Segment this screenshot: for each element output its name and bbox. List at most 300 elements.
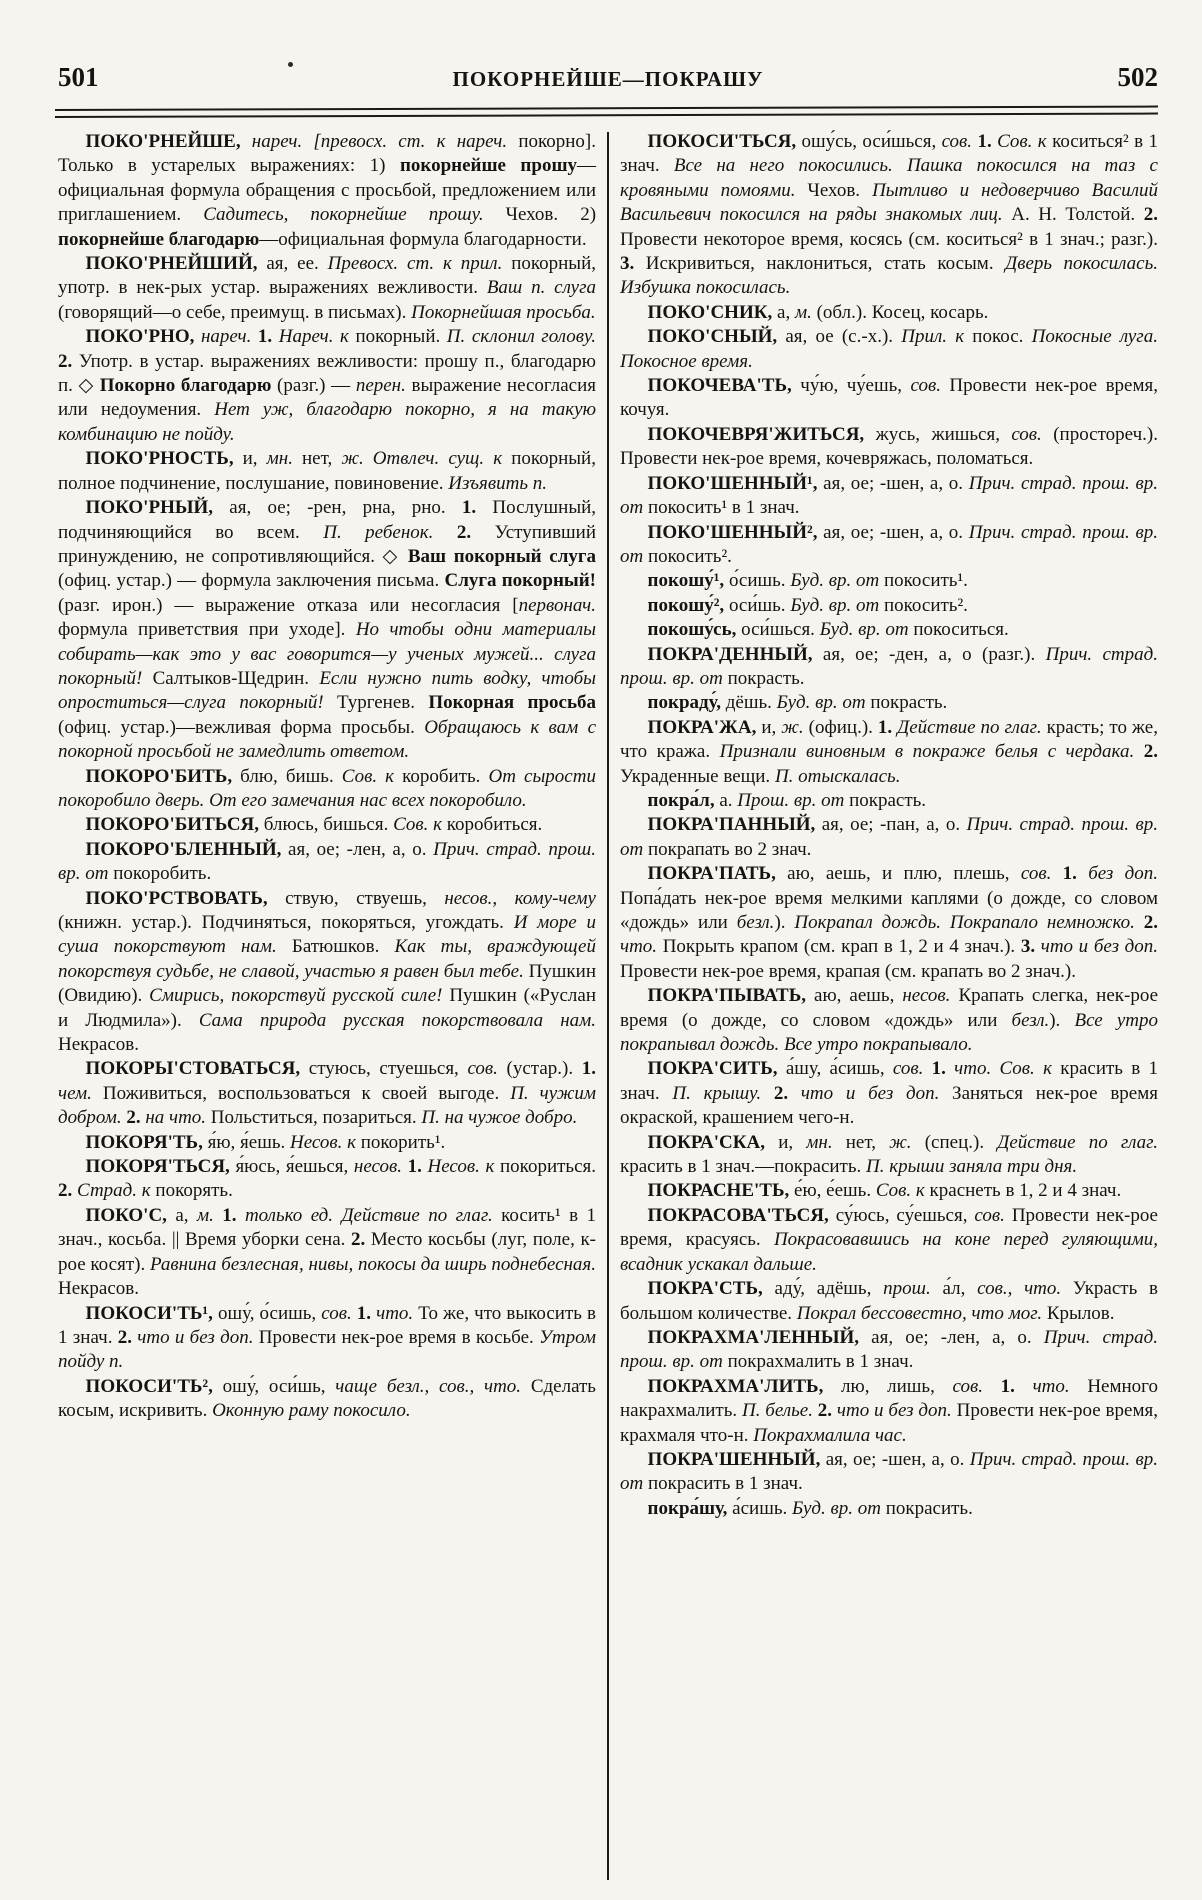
entry-text-segment: 2. xyxy=(456,521,495,543)
entry-text-segment: дёшь. xyxy=(725,692,777,714)
dictionary-entry xyxy=(620,472,1158,521)
entry-text-segment: сов. xyxy=(952,1375,1001,1397)
entry-text-segment: Покрасовавшись на коне перед гуляющими, всадник ускакал дальше. xyxy=(620,1229,1158,1275)
entry-text-segment: (офиц. устар.)—вежливая форма просьбы. xyxy=(58,716,425,738)
entry-text-segment: 1. xyxy=(356,1302,377,1324)
entry-text-segment: 1. xyxy=(931,1058,955,1080)
page-number-left: 501 xyxy=(58,62,99,92)
entry-text-segment: ПОКО'РСТВОВАТЬ, xyxy=(85,887,286,909)
entry-text-segment: что и без доп. xyxy=(800,1082,953,1104)
entry-text-segment: жусь, жишься, xyxy=(875,423,1012,445)
entry-text-segment: ая, ое; -ден, а, о (разг.). xyxy=(822,643,1046,665)
entry-text-segment: Прич. страд. прош. вр. от xyxy=(58,838,596,885)
entry-text-segment: ПОКОСИ'ТЬСЯ, xyxy=(647,131,802,152)
entry-text-segment: чу́ю, чу́ешь, xyxy=(800,375,911,397)
entry-text-segment: покоробить. xyxy=(113,863,212,885)
entry-text-segment: Пытливо и недоверчиво Василий Васильевич покосился на ряды знакомых лиц. xyxy=(620,179,1158,226)
entry-text-segment: 2. xyxy=(817,1400,837,1422)
entry-text-segment: ПОКО'ШЕННЫЙ², xyxy=(647,521,824,543)
entry-text-segment: Буд. вр. от xyxy=(792,1497,886,1519)
entry-text-segment: Несов. к xyxy=(290,1131,361,1153)
entry-text-segment: Покрал бессовестно, что мог. xyxy=(796,1302,1047,1324)
entry-text-segment: сов. xyxy=(1011,423,1054,445)
entry-text-segment: Прич. страд. прош. вр. от xyxy=(620,643,1158,689)
entry-text-segment: покрасить. xyxy=(885,1497,973,1519)
entry-text-segment: Прош. вр. от xyxy=(737,789,850,811)
entry-text-segment: коробиться. xyxy=(446,814,543,836)
entry-text-segment: Провести некоторое время, косясь (см. коситься² в 1 знач.; разг.). xyxy=(620,228,1158,250)
dictionary-entry xyxy=(620,1375,1158,1448)
entry-text-segment: ПОКОРО'БИТЬ, xyxy=(85,765,241,787)
entry-text-segment: ПОКО'ШЕННЫЙ¹, xyxy=(647,472,824,494)
entry-text-segment: о́сишь. xyxy=(728,570,791,592)
entry-text-segment: стуюсь, стуешься, xyxy=(308,1058,468,1080)
entry-text-segment: Изъявить п. xyxy=(448,472,547,494)
entry-text-segment: Нареч. к xyxy=(278,326,356,348)
entry-text-segment: Салтыков-Щедрин. xyxy=(152,667,320,689)
entry-text-segment: покра́л, xyxy=(647,789,720,811)
entry-text-segment: покошу́², xyxy=(647,594,729,616)
entry-text-segment: покрасть. xyxy=(727,667,805,689)
entry-text-segment: 3. xyxy=(1020,936,1041,958)
entry-text-segment: (обл.). Косец, косарь. xyxy=(816,301,989,323)
entry-text-segment: (разг.) — xyxy=(277,375,356,397)
entry-text-segment: косить¹ в 1 знач., косьба. || Время уборки сена. xyxy=(58,1204,596,1251)
entry-text-segment: и, xyxy=(778,1131,807,1153)
entry-text-segment: П. склонил голову. xyxy=(446,326,596,348)
entry-text-segment: ПОКРАХМА'ЛЕННЫЙ, xyxy=(647,1326,872,1348)
entry-text-segment: несов. xyxy=(353,1156,408,1178)
entry-text-segment: То же, что выкосить в 1 знач. xyxy=(58,1302,596,1348)
entry-text-segment: 2. xyxy=(58,350,79,372)
text-columns xyxy=(58,130,1162,1880)
entry-text-segment: нет, xyxy=(302,448,342,470)
entry-text-segment: сов. xyxy=(1020,863,1063,885)
entry-text-segment: что и без доп. xyxy=(836,1400,957,1422)
entry-text-segment: 2. xyxy=(58,1180,77,1202)
entry-text-segment: Нет уж, благодарю покорно, я на такую комбинацию не пойду. xyxy=(58,399,596,445)
entry-text-segment: ПОКРА'ПАТЬ, xyxy=(647,863,788,885)
entry-text-segment: ). xyxy=(774,912,795,933)
entry-text-segment: Если нужно пить водку, чтобы опроститься—слуга покорный! xyxy=(58,667,596,714)
entry-text-segment: коробить. xyxy=(402,765,489,787)
entry-text-segment: Действие по глаг. xyxy=(897,716,1047,738)
entry-text-segment: (говорящий—о себе, преимущ. в письмах). xyxy=(58,301,412,323)
entry-text-segment: ПОКРА'СТЬ, xyxy=(647,1278,775,1300)
entry-text-segment: Прил. к xyxy=(901,326,973,348)
dictionary-entry xyxy=(58,447,596,496)
entry-text-segment: Прич. страд. прош. вр. от xyxy=(620,472,1159,519)
entry-text-segment: су́юсь, су́ешься, xyxy=(835,1204,975,1226)
dictionary-entry xyxy=(620,521,1158,570)
entry-text-segment: Ваш п. слуга xyxy=(486,277,596,299)
entry-text-segment: П. чужим добром. xyxy=(58,1082,596,1129)
entry-text-segment: От сырости покоробило дверь. От его замечания нас всех покоробило. xyxy=(58,765,596,811)
entry-text-segment: ПОКОРО'БИТЬСЯ, xyxy=(85,814,264,836)
entry-text-segment: ПОКО'СНИК, xyxy=(647,301,778,323)
entry-text-segment: Буд. вр. от xyxy=(819,619,914,641)
entry-text-segment: Буд. вр. от xyxy=(776,692,871,714)
entry-text-segment: Буд. вр. от xyxy=(790,594,884,616)
dictionary-entry xyxy=(620,862,1158,984)
dictionary-entry xyxy=(620,374,1158,423)
entry-text-segment: Крылов. xyxy=(1046,1302,1115,1324)
dictionary-entry xyxy=(620,1448,1158,1497)
entry-text-segment: ). xyxy=(1049,1009,1075,1031)
entry-text-segment: Равнина безлесная, нивы, покосы да ширь поднебесная. xyxy=(149,1253,597,1275)
entry-text-segment: ая, ое; -рен, рна, рно. xyxy=(229,497,462,519)
entry-text-segment: оси́шься. xyxy=(741,619,820,641)
entry-text-segment: на что. xyxy=(145,1107,211,1129)
entry-text-segment: ошу́сь, оси́шься, xyxy=(801,131,942,152)
entry-text-segment: Провести нек-рое время, кочуя. xyxy=(620,375,1158,421)
entry-text-segment: Смирись, покорствуй русской силе! xyxy=(149,985,450,1007)
entry-text-segment: а, xyxy=(175,1204,197,1226)
entry-text-segment: красть; то же, что кража. xyxy=(620,716,1158,763)
entry-text-segment: Покосные луга. Покосное время. xyxy=(620,326,1158,372)
dictionary-entry xyxy=(58,813,596,837)
entry-text-segment: оси́шь. xyxy=(728,594,791,616)
entry-text-segment: покрасть. xyxy=(849,789,927,811)
entry-text-segment: 1. xyxy=(877,716,898,738)
entry-text-segment: м. xyxy=(196,1204,223,1226)
entry-text-segment: (простореч.). Провести нек-рое время, кочевряжась, поломаться. xyxy=(620,423,1158,470)
entry-text-segment: блю, бишь. xyxy=(240,765,342,787)
entry-text-segment: ая, ое; -шен, а, о. xyxy=(823,472,969,494)
entry-text-segment: ПОКО'РНОСТЬ, xyxy=(85,448,243,470)
entry-text-segment: Батюшков. xyxy=(291,936,395,958)
entry-text-segment: сов. xyxy=(941,131,978,152)
dictionary-entry xyxy=(58,1155,596,1204)
entry-text-segment: Чехов. xyxy=(807,179,873,201)
entry-text-segment: ПОКОСИ'ТЬ², xyxy=(85,1375,223,1397)
entry-text-segment: Прич. страд. прош. вр. от xyxy=(620,1326,1158,1373)
entry-text-segment: П. отыскалась. xyxy=(774,765,901,787)
entry-text-segment: красить в 1 знач. xyxy=(620,1058,1158,1104)
dictionary-entry xyxy=(620,1277,1158,1326)
dictionary-entry xyxy=(620,1179,1158,1203)
entry-text-segment: Покрахмалила час. xyxy=(753,1424,907,1446)
entry-text-segment: покорнейше благодарю xyxy=(58,228,260,250)
dictionary-entry xyxy=(620,691,1158,715)
entry-text-segment: выражение несогласия или недоумения. xyxy=(58,375,597,421)
entry-text-segment: 2. xyxy=(773,1082,801,1104)
entry-text-segment: Прич. страд. прош. вр. от xyxy=(620,1448,1158,1495)
entry-text-segment: что и без доп. xyxy=(137,1326,259,1348)
entry-text-segment: аю, аешь, xyxy=(814,985,903,1007)
entry-text-segment: Пушкин («Руслан и Людмила»). xyxy=(58,985,597,1031)
entry-text-segment: П. белье. xyxy=(741,1400,818,1422)
dictionary-entry xyxy=(620,813,1158,862)
entry-text-segment: Обращаюсь к вам с покорной просьбой не замедлить ответом. xyxy=(58,716,597,763)
entry-text-segment: покосить¹ в 1 знач. xyxy=(647,497,800,519)
entry-text-segment: ПОКРА'ДЕННЫЙ, xyxy=(647,643,823,665)
entry-text-segment: покорный. xyxy=(355,326,447,348)
entry-text-segment: 1. xyxy=(1062,863,1089,885)
entry-text-segment: ПОКОРЫ'СТОВАТЬСЯ, xyxy=(85,1058,309,1080)
entry-text-segment: мн. xyxy=(266,448,303,470)
entry-text-segment: покорный, употр. в нек-рых устар. выражениях вежливости. xyxy=(58,253,596,299)
entry-text-segment: покосить¹. xyxy=(884,570,968,592)
entry-text-segment: покорно]. Только в устарелых выражениях: 1) xyxy=(58,131,597,177)
entry-text-segment: блюсь, бишься. xyxy=(263,814,394,836)
header-rule-bottom xyxy=(55,113,1158,118)
entry-text-segment: только ед. Действие по глаг. xyxy=(244,1204,502,1226)
entry-text-segment: аю, аешь, и плю, плешь, xyxy=(787,863,1021,885)
entry-text-segment: Прич. страд. прош. вр. от xyxy=(620,521,1159,567)
entry-text-segment: а́л, xyxy=(942,1278,978,1300)
entry-text-segment: Поживиться, воспользоваться к своей выгоде. xyxy=(102,1082,511,1104)
dictionary-entry xyxy=(58,130,596,252)
entry-text-segment: сов. xyxy=(974,1204,1012,1226)
entry-text-segment: Страд. к xyxy=(77,1180,156,1202)
entry-text-segment: Все на него покосились. Пашка покосился на таз с кровяными помоями. xyxy=(620,155,1158,201)
entry-text-segment: Сделать косым, искривить. xyxy=(58,1375,596,1422)
entry-text-segment: ж. xyxy=(781,716,809,738)
entry-text-segment: формула приветствия при уходе]. xyxy=(58,619,356,641)
entry-text-segment: Место косьбы (луг, поле, к-рое косят). xyxy=(58,1229,596,1275)
entry-text-segment: ПОКРА'ЖА, xyxy=(647,716,762,738)
dictionary-entry xyxy=(58,252,596,325)
entry-text-segment: ж. Отвлеч. сущ. к xyxy=(341,448,512,470)
dictionary-entry xyxy=(58,1057,596,1130)
entry-text-segment: Искривиться, наклониться, стать косым. xyxy=(645,253,1006,275)
entry-text-segment: ПОКО'СНЫЙ, xyxy=(647,326,786,348)
entry-text-segment: Все утро покрапывал дождь. Все утро покрапывало. xyxy=(620,1009,1158,1056)
entry-text-segment: 1. xyxy=(257,326,279,348)
entry-text-segment: Как ты, враждующей покорствуя судьбе, не славой, участью я равен был тебе. xyxy=(58,936,596,982)
entry-text-segment: П. ребенок. xyxy=(323,521,457,543)
entry-text-segment: ПОКРАСОВА'ТЬСЯ, xyxy=(647,1204,836,1226)
entry-text-segment: а. xyxy=(719,789,738,811)
entry-text-segment: 2. xyxy=(117,1326,138,1348)
entry-text-segment: ошу́, о́сишь, xyxy=(217,1302,322,1324)
entry-text-segment: покрахмалить в 1 знач. xyxy=(727,1351,914,1373)
entry-text-segment: 1. xyxy=(461,497,493,519)
entry-text-segment: нареч. xyxy=(200,326,258,348)
dictionary-entry xyxy=(58,1375,596,1424)
entry-text-segment: покорный, полное подчинение, послушание, повиновение. xyxy=(58,448,596,494)
entry-text-segment: Попа́дать нек-рое время мелкими каплями (о дожде, со словом «дождь» или xyxy=(620,887,1158,933)
entry-text-segment: Заняться нек-рое время окраской, крашением чего-н. xyxy=(620,1082,1158,1129)
entry-text-segment: что. xyxy=(620,936,663,958)
entry-text-segment: Сов. к xyxy=(997,131,1053,152)
entry-text-segment: покрапать во 2 знач. xyxy=(647,838,812,860)
entry-text-segment: Покрапал дождь. Покрапало немножко. xyxy=(794,912,1144,933)
dictionary-entry xyxy=(620,1057,1158,1130)
entry-text-segment: Провести нек-рое время, крахмаля что-н. xyxy=(620,1400,1158,1446)
entry-text-segment: Провести нек-рое время в косьбе. xyxy=(258,1326,540,1348)
entry-text-segment: ПОКО'РНЫЙ, xyxy=(85,497,230,519)
entry-text-segment: Ваш покорный слуга xyxy=(407,545,597,567)
entry-text-segment: 1. xyxy=(977,131,998,152)
entry-text-segment: ПОКОРЯ'ТЬСЯ, xyxy=(85,1156,236,1178)
entry-text-segment: ПОКРАСНЕ'ТЬ, xyxy=(647,1180,795,1202)
entry-text-segment: покошу́¹, xyxy=(647,570,729,592)
entry-text-segment: а́шу, а́сишь, xyxy=(785,1058,893,1080)
entry-text-segment: я́ю, я́ешь. xyxy=(207,1131,290,1153)
entry-text-segment: 2. xyxy=(351,1229,371,1251)
entry-text-segment: мн. xyxy=(806,1131,846,1153)
entry-text-segment: ПОКОРО'БЛЕННЫЙ, xyxy=(85,838,289,860)
dictionary-entry xyxy=(58,765,596,814)
entry-text-segment: 1. xyxy=(407,1156,428,1178)
entry-text-segment: ПОКРА'ШЕННЫЙ, xyxy=(647,1448,826,1470)
entry-text-segment: Несов. к xyxy=(427,1156,501,1178)
entry-text-segment: Оконную раму покосило. xyxy=(212,1400,411,1422)
entry-text-segment: ПОКРАХМА'ЛИТЬ, xyxy=(647,1375,842,1397)
entry-text-segment: ПОКРА'ПАННЫЙ, xyxy=(647,814,822,836)
entry-text-segment: ая, ое; -шен, а, о. xyxy=(823,521,969,543)
entry-text-segment: ошу́, оси́шь, xyxy=(222,1375,336,1397)
entry-text-segment: И море и суша покорствуют нам. xyxy=(58,912,597,958)
entry-text-segment: покоситься. xyxy=(913,619,1009,641)
entry-text-segment: Некрасов. xyxy=(58,1278,139,1300)
entry-text-segment: Сов. к xyxy=(341,765,403,787)
entry-text-segment: покрасить в 1 знач. xyxy=(647,1473,803,1495)
entry-text-segment: Покорная просьба xyxy=(428,692,597,714)
dictionary-entry xyxy=(620,789,1158,813)
entry-text-segment: и, xyxy=(761,716,782,738)
dictionary-entry xyxy=(58,496,596,764)
entry-text-segment: покосить². xyxy=(884,594,968,616)
entry-text-segment: покраду́, xyxy=(647,692,726,714)
entry-text-segment: покорнейше прошу xyxy=(399,155,577,177)
entry-text-segment: Признали виновным в покраже белья с чердака. xyxy=(719,741,1144,763)
entry-text-segment: ПОКРА'СКА, xyxy=(647,1131,779,1153)
dictionary-entry xyxy=(620,984,1158,1057)
entry-text-segment: А. Н. Толстой. xyxy=(1011,204,1144,226)
entry-text-segment: прош. xyxy=(883,1278,943,1300)
entry-text-segment: Уступивший принуждению, не сопротивляющийся. ◇ xyxy=(58,521,597,567)
entry-text-segment: ая, ое; -пан, а, о. xyxy=(821,814,967,836)
entry-text-segment: ПОКО'РНЕЙШИЙ, xyxy=(85,253,267,275)
entry-text-segment: Крапать слегка, нек-рое время (о дожде, со словом «дождь» или xyxy=(620,985,1159,1031)
entry-text-segment: покориться. xyxy=(500,1156,597,1178)
entry-text-segment: аду́, адёшь, xyxy=(774,1278,884,1300)
entry-text-segment: 2. xyxy=(126,1107,146,1129)
entry-text-segment: Прич. страд. прош. вр. от xyxy=(620,814,1158,860)
entry-text-segment: 1. xyxy=(581,1058,596,1080)
entry-text-segment: 1. xyxy=(222,1204,245,1226)
entry-text-segment: Превосх. ст. к прил. xyxy=(327,253,512,275)
dictionary-entry xyxy=(58,1204,596,1302)
entry-text-segment: Сама природа русская покорствовала нам. xyxy=(198,1009,596,1031)
entry-text-segment: что и без доп. xyxy=(1040,936,1158,958)
entry-text-segment: 1. xyxy=(1000,1375,1033,1397)
entry-text-segment: и, xyxy=(242,448,267,470)
dictionary-entry xyxy=(620,1131,1158,1180)
entry-text-segment: Покрыть крапом (см. крап в 1, 2 и 4 знач.). xyxy=(662,936,1021,958)
entry-text-segment: П. крышу. xyxy=(672,1082,774,1104)
entry-text-segment: красить в 1 знач.—покрасить. xyxy=(620,1156,867,1178)
entry-text-segment: несов., кому-чему xyxy=(444,887,596,909)
entry-text-segment: что. xyxy=(376,1302,419,1324)
entry-text-segment: покосить². xyxy=(647,545,732,567)
entry-text-segment: я́юсь, я́ешься, xyxy=(235,1156,354,1178)
entry-text-segment: коситься² в 1 знач. xyxy=(620,131,1158,177)
entry-text-segment: чаще безл., сов., что. xyxy=(335,1375,531,1397)
entry-text-segment: сов. xyxy=(910,375,950,397)
entry-text-segment: (спец.). xyxy=(924,1131,998,1153)
entry-text-segment: Но чтобы одни материалы собирать—как это у вас говорится—у ученых мужей... слуга покорный! xyxy=(58,619,596,689)
entry-text-segment: Некрасов. xyxy=(58,1034,139,1056)
entry-text-segment: Сов. к xyxy=(393,814,447,836)
dictionary-entry xyxy=(620,716,1158,789)
entry-text-segment: чем. xyxy=(58,1082,103,1104)
entry-text-segment: покорить¹. xyxy=(360,1131,446,1153)
dictionary-entry xyxy=(620,325,1158,374)
entry-text-segment: ПОКОРЯ'ТЬ, xyxy=(85,1131,208,1153)
dictionary-entry xyxy=(620,1326,1158,1375)
entry-text-segment: покрасть. xyxy=(870,692,948,714)
entry-text-segment: Провести нек-рое время, красуясь. xyxy=(620,1204,1158,1251)
entry-text-segment: (разг. ирон.) — выражение отказа или несогласия [ xyxy=(58,594,519,616)
entry-text-segment: а, xyxy=(777,301,795,323)
entry-text-segment: —официальная формула благодарности. xyxy=(259,228,587,250)
dictionary-entry xyxy=(58,887,596,1058)
entry-text-segment: ПОКО'РНЕЙШЕ, xyxy=(85,131,252,152)
entry-text-segment: ПОКРА'ПЫВАТЬ, xyxy=(647,985,815,1007)
entry-text-segment: Утром пойду п. xyxy=(58,1326,596,1373)
dictionary-entry xyxy=(620,618,1158,642)
entry-text-segment: П. на чужое добро. xyxy=(421,1107,578,1129)
entry-text-segment: Покорнейшая просьба. xyxy=(411,301,596,323)
entry-text-segment: Немного накрахмалить. xyxy=(620,1375,1158,1422)
entry-text-segment: Слуга покорный! xyxy=(444,570,597,592)
entry-text-segment: П. крыши заняла три дня. xyxy=(866,1156,1078,1178)
entry-text-segment: Польститься, позариться. xyxy=(210,1107,422,1129)
right-column xyxy=(620,130,1158,1880)
entry-text-segment: Послушный, подчиняющийся во всем. xyxy=(58,497,596,543)
entry-text-segment: ж. xyxy=(889,1131,925,1153)
entry-text-segment: е́ю, е́ешь. xyxy=(794,1180,876,1202)
entry-text-segment: ПОКОЧЕВРЯ'ЖИТЬСЯ, xyxy=(647,423,876,445)
entry-text-segment: Садитесь, покорнейше прошу. xyxy=(203,204,506,226)
left-column xyxy=(58,130,596,1880)
entry-text-segment: Действие по глаг. xyxy=(997,1131,1158,1153)
entry-text-segment: ая, ое (с.-х.). xyxy=(785,326,902,348)
entry-text-segment: Украсть в большом количестве. xyxy=(620,1278,1158,1324)
entry-text-segment: ая, ое; -лен, а, о. xyxy=(871,1326,1044,1348)
dictionary-entry xyxy=(620,569,1158,593)
entry-text-segment: ПОКО'РНО, xyxy=(85,326,201,348)
entry-text-segment: сов., что. xyxy=(977,1278,1073,1300)
entry-text-segment: ая, ое; -лен, а, о. xyxy=(288,838,434,860)
running-head: ПОКОРНЕЙШЕ—ПОКРАШУ xyxy=(452,67,764,91)
dictionary-entry xyxy=(620,130,1158,301)
entry-text-segment: безл. xyxy=(736,912,775,933)
entry-text-segment: Провести нек-рое время, крапая (см. крапать во 2 знач.). xyxy=(620,960,1076,982)
entry-text-segment: (устар.). xyxy=(506,1058,582,1080)
entry-text-segment: (книжн. устар.). Подчиняться, покоряться, угождать. xyxy=(58,912,514,933)
entry-text-segment: а́сишь. xyxy=(732,1497,792,1519)
entry-text-segment: нареч. [превосх. ст. к нареч. xyxy=(251,131,519,152)
entry-text-segment: м. xyxy=(794,301,817,323)
entry-text-segment: Тургенев. xyxy=(337,692,429,714)
page-number-right: 502 xyxy=(1117,62,1158,92)
entry-text-segment: Употр. в устар. выражениях вежливости: прошу п., благодарю п. ◇ xyxy=(58,350,596,397)
entry-text-segment: ая, ее. xyxy=(266,253,328,275)
entry-text-segment: ПОКО'С, xyxy=(85,1204,176,1226)
dictionary-entry xyxy=(620,594,1158,618)
entry-text-segment: лю, лишь, xyxy=(841,1375,953,1397)
dictionary-entry xyxy=(620,423,1158,472)
entry-text-segment: покос. xyxy=(972,326,1032,348)
entry-text-segment: —официальная формула обращения с просьбой, предложением или приглашением. xyxy=(58,155,596,226)
entry-text-segment: Сов. к xyxy=(875,1180,930,1202)
entry-text-segment: Украденные вещи. xyxy=(620,765,775,787)
